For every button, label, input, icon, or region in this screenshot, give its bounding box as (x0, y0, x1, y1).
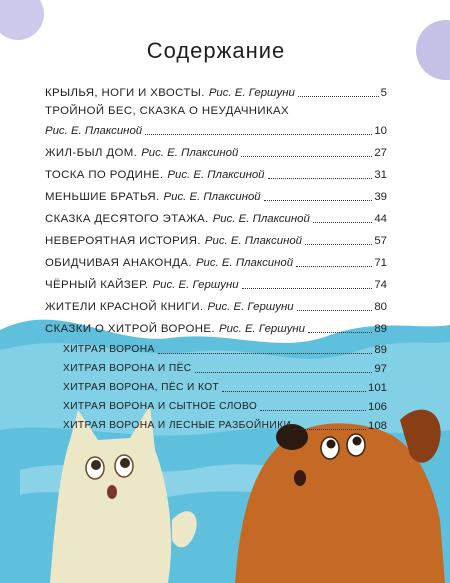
dot-leader (260, 410, 366, 411)
toc-subentry[interactable] (63, 358, 387, 376)
subentry-title: ХИТРАЯ ВОРОНА И ПЁС (63, 363, 192, 374)
entry-title: НЕВЕРОЯТНАЯ ИСТОРИЯ. (45, 235, 201, 247)
subentry-page: 106 (367, 401, 387, 413)
toc-entry[interactable] (45, 296, 387, 314)
entry-illustrator: Рис. Е. Гершуни (219, 323, 306, 335)
cat-pupil-right (120, 458, 130, 468)
toc-entry[interactable] (45, 274, 387, 292)
entry-illustrator: Рис. Е. Плаксиной (212, 213, 310, 225)
purple-blob-top-right (416, 20, 450, 80)
entry-title: ЖИЛ-БЫЛ ДОМ. (45, 147, 138, 159)
entry-title: ЖИТЕЛИ КРАСНОЙ КНИГИ. (45, 301, 204, 313)
dot-leader (294, 429, 366, 430)
entry-title: СКАЗКИ О ХИТРОЙ ВОРОНЕ. (45, 323, 215, 335)
toc-entry[interactable] (45, 82, 387, 100)
toc-subentry[interactable] (63, 377, 387, 395)
entry-page: 5 (380, 87, 387, 99)
entry-title: ТОСКА ПО РОДИНЕ. (45, 169, 164, 181)
subentry-page: 89 (374, 344, 387, 356)
page-title: Содержание (146, 38, 286, 63)
subentry-page: 97 (374, 363, 387, 375)
subentry-title: ХИТРАЯ ВОРОНА, ПЁС И КОТ (63, 382, 220, 393)
dog-pupil-left (327, 440, 336, 449)
dot-leader (297, 310, 373, 311)
dog-pupil-right (353, 437, 362, 446)
cat-mouth (107, 485, 117, 499)
dot-leader (298, 96, 379, 97)
dog-mouth (294, 470, 306, 486)
entry-page: 27 (374, 147, 387, 159)
dot-leader (305, 244, 372, 245)
entry-page: 10 (374, 125, 387, 137)
toc-entry[interactable] (45, 142, 387, 160)
entry-page: 39 (374, 191, 387, 203)
dot-leader (222, 391, 366, 392)
dot-leader (145, 134, 372, 135)
toc-entry[interactable] (45, 318, 387, 336)
dot-leader (242, 288, 373, 289)
subentry-title: ХИТРАЯ ВОРОНА И ЛЕСНЫЕ РАЗБОЙНИКИ (63, 420, 292, 431)
subentry-title: ХИТРАЯ ВОРОНА И СЫТНОЕ СЛОВО (63, 401, 258, 412)
entry-page: 31 (374, 169, 387, 181)
dot-leader (264, 200, 373, 201)
toc-subentry[interactable] (63, 415, 387, 433)
entry-illustrator: Рис. Е. Плаксиной (195, 257, 294, 269)
toc-entry[interactable] (45, 252, 387, 270)
dot-leader (241, 156, 372, 157)
toc-subentry[interactable] (63, 339, 387, 357)
cat-pupil-left (91, 460, 101, 470)
entry-illustrator: Рис. Е. Гершуни (208, 87, 295, 99)
subentry-page: 101 (367, 382, 387, 394)
subentry-title: ХИТРАЯ ВОРОНА (63, 344, 155, 355)
toc-entry[interactable] (45, 230, 387, 248)
entry-page: 89 (374, 323, 387, 335)
entry-page: 74 (374, 279, 387, 291)
entry-illustrator: Рис. Е. Плаксиной (204, 235, 303, 247)
entry-page: 44 (374, 213, 387, 225)
entry-page: 57 (374, 235, 387, 247)
toc-entry[interactable] (45, 208, 387, 226)
entry-illustrator: Рис. Е. Плаксиной (163, 191, 261, 203)
entry-illustrator: Рис. Е. Гершуни (152, 279, 239, 291)
dot-leader (313, 222, 373, 223)
dot-leader (158, 353, 373, 354)
purple-blob-top-left (0, 0, 44, 40)
entry-page: 80 (374, 301, 387, 313)
dot-leader (268, 178, 373, 179)
entry-illustrator: Рис. Е. Плаксиной (167, 169, 265, 181)
entry-illustrator: Рис. Е. Гершуни (207, 301, 294, 313)
dot-leader (195, 372, 373, 373)
entry-title: СКАЗКА ДЕСЯТОГО ЭТАЖА. (45, 213, 209, 225)
entry-title[interactable]: ТРОЙНОЙ БЕС, СКАЗКА О НЕУДАЧНИКАХ (45, 105, 290, 117)
entry-illustrator: Рис. Е. Плаксиной (45, 125, 143, 137)
entry-title: ОБИДЧИВАЯ АНАКОНДА. (45, 257, 192, 269)
dot-leader (308, 332, 372, 333)
toc-entry[interactable] (45, 186, 387, 204)
entry-page: 71 (374, 257, 387, 269)
entry-illustrator: Рис. Е. Плаксиной (141, 147, 239, 159)
toc-entry[interactable] (45, 120, 387, 138)
entry-title: МЕНЬШИЕ БРАТЬЯ. (45, 191, 160, 203)
toc-subentry[interactable] (63, 396, 387, 414)
entry-title: ЧЁРНЫЙ КАЙЗЕР. (45, 279, 149, 291)
entry-title: КРЫЛЬЯ, НОГИ И ХВОСТЫ. (45, 87, 205, 99)
toc-entry[interactable] (45, 164, 387, 182)
subentry-page: 108 (367, 420, 387, 432)
dot-leader (296, 266, 372, 267)
